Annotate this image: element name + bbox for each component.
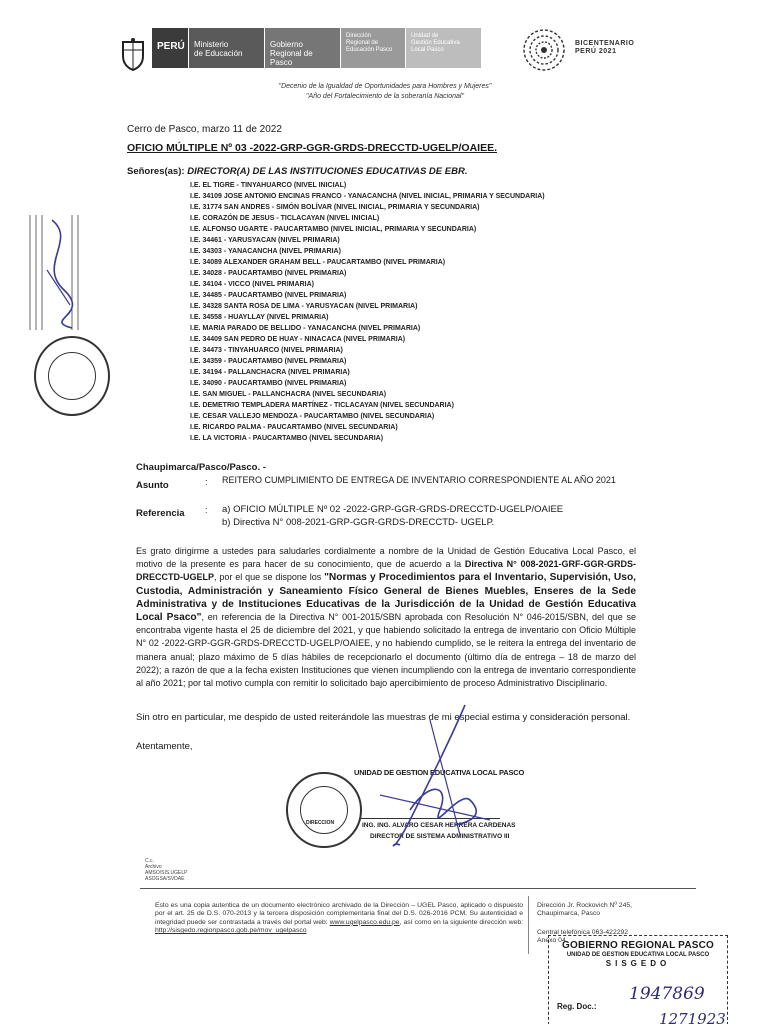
institution-item: I.E. 34359 - PAUCARTAMBO (NIVEL PRIMARIA): [190, 358, 347, 365]
institution-item: I.E. EL TIGRE - TINYAHUARCO (NIVEL INICIAL): [190, 182, 347, 189]
institution-item: I.E. DEMETRIO TEMPLADERA MARTÍNEZ - TICLACAYAN (NIVEL SECUNDARIA): [190, 402, 454, 409]
stamp-gobierno: GOBIERNO REGIONAL PASCO: [561, 940, 715, 951]
footer-anexo: Anexo 04: [537, 937, 566, 945]
footer-address: Dirección Jr. Rockovich Nº 245,: [537, 902, 633, 909]
institution-item: I.E. 34028 - PAUCARTAMBO (NIVEL PRIMARIA): [190, 270, 347, 277]
institution-item: I.E. 34485 - PAUCARTAMBO (NIVEL PRIMARIA): [190, 292, 347, 299]
institution-item: I.E. 34090 - PAUCARTAMBO (NIVEL PRIMARIA): [190, 380, 347, 387]
header-gobierno: Gobierno Regional de Pasco: [265, 28, 341, 68]
footer-sisgedo-link[interactable]: http://sisgedo.regionpasco.gob.pe/mov_ugelpasco: [155, 927, 307, 935]
asunto-colon: :: [205, 477, 208, 487]
header-banner: [152, 28, 482, 68]
reception-stamp: [548, 935, 728, 1024]
institution-item: I.E. 34409 SAN PEDRO DE HUAY - NINACACA (NIVEL PRIMARIA): [190, 336, 406, 343]
stamp-unidad: UNIDAD DE GESTION EDUCATIVA LOCAL PASCO: [566, 952, 710, 958]
institution-item: I.E. 34104 - VICCO (NIVEL PRIMARIA): [190, 281, 314, 288]
atentamente: Atentamente,: [136, 741, 193, 752]
closing-line: Sin otro en particular, me despido de usted reiterándole las muestras de mi especial estima y consideración personal.: [136, 712, 631, 723]
footer-divider: [140, 888, 696, 889]
cc-list: C.c. Archivo AMSO/SIS.UGELP ASOGSA/SVDAE: [145, 858, 188, 882]
institution-item: I.E. LA VICTORIA - PAUCARTAMBO (NIVEL SECUNDARIA): [190, 435, 384, 442]
stamp-sisgedo: SISGEDO: [605, 959, 671, 968]
letter-date: Cerro de Pasco, marzo 11 de 2022: [127, 124, 282, 135]
addressee: [127, 166, 467, 177]
institution-item: I.E. ALFONSO UGARTE - PAUCARTAMBO (NIVEL INICIAL, PRIMARIA Y SECUNDARIA): [190, 226, 477, 233]
referencia-b: b) Directiva N° 008-2021-GRP-GGR-GRDS-DRECCTD- UGELP.: [222, 517, 495, 528]
header-ugel: Unidad de Gestión Educativa Local Pasco: [406, 28, 482, 68]
handwritten-signature: [370, 700, 520, 850]
asunto-label: Asunto: [136, 480, 169, 491]
direction-seal-inner: [300, 786, 348, 834]
stamp-reg-label: Reg. Doc.:: [557, 1002, 597, 1011]
oficio-number: OFICIO MÚLTIPLE Nº 03 -2022-GRP-GGR-GRDS-DRECCTD-UGELP/OAIEE.: [127, 142, 498, 154]
left-margin-signature-stamp: [22, 210, 82, 335]
footer-authenticity-note: Esto es una copia autentica de un documento electrónico archivado de la Dirección – UGEL Pasco, aplicado o dispuesto por el art. 25 de D.S. 070-2013 y la tercera disposición complementaria final del D.S. 026-2016 PCM. Su autenticidad e integridad puede ser contrastada a través del portal web: www.ugelpasco.edu.pe, así como en la siguiente dirección web: http://sisgedo.regionpasco.gob.pe/mov_ugelpasco: [155, 902, 523, 935]
normas-title: "Normas y Procedimientos para el Inventario, Supervisión, Uso, Custodia, Administración y Saneamiento Físico General de Bienes Muebles, Enseres de la Sede Administrativa y de Instituciones Educativas de la Jurisdicción de la Unidad de Gestión Educativa Local Psaco": [136, 572, 636, 624]
directiva-ref: Directiva N° 008-2021-GRF-GGR-GRDS-DRECCTD-UGELP: [136, 559, 636, 583]
header-peru: PERÚ: [152, 28, 189, 68]
seal-label: DIRECCION: [306, 820, 335, 826]
stamp-exp-number: 1271923: [659, 1010, 726, 1024]
institution-item: I.E. 34303 - YANACANCHA (NIVEL PRIMARIA): [190, 248, 341, 255]
stamp-reg-number: 1947869: [629, 984, 705, 1004]
institution-item: I.E. 34089 ALEXANDER GRAHAM BELL - PAUCARTAMBO (NIVEL PRIMARIA): [190, 259, 446, 266]
footer-phone: Central telefónica 063-422292: [537, 928, 629, 936]
institution-item: I.E. 34328 SANTA ROSA DE LIMA - YARUSYACAN (NIVEL PRIMARIA): [190, 303, 418, 310]
decenio-motto: "Decenio de la Igualdad de Oportunidades para Hombres y Mujeres" "Año del Fortalecimiento de la soberanía Nacional": [278, 83, 492, 100]
institution-item: I.E. 34109 JOSE ANTONIO ENCINAS FRANCO - YANACANCHA (NIVEL INICIAL, PRIMARIA Y SECUNDARIA): [190, 193, 545, 200]
signatory-name: ING. ING. ALVARO CESAR HERRERA CARDENAS: [362, 822, 516, 829]
institution-item: I.E. 34461 - YARUSYACAN (NIVEL PRIMARIA): [190, 237, 340, 244]
senores-value: DIRECTOR(A) DE LAS INSTITUCIONES EDUCATIVAS DE EBR.: [187, 166, 468, 177]
signature-unidad: UNIDAD DE GESTION EDUCATIVA LOCAL PASCO: [354, 768, 525, 777]
body-paragraph: Es grato dirigirme a ustedes para saludarles cordialmente a nombre de la Unidad de Gestión Educativa Local Pasco, el motivo de la presente es para hacer de su conocimiento, que de acuerdo a la Directiva N° 008-2021-GRF-GGR-GRDS-DRECCTD-UGELP, por el que se dispone los "Normas y Procedimientos para el Inventario, Supervisión, Uso, Custodia, Administración y Saneamiento Físico General de Bienes Muebles, Enseres de la Sede Administrativa y de Instituciones Educativas de la Jurisdicción de la Unidad de Gestión Educativa Local Psaco", en referencia de la Directiva N° 001-2015/SBN aprobada con Resolución N° 046-2015/SBN, del que se encontraba vigente hasta el 25 de diciembre del 2021, y que habiendo solicitado la entrega de inventario con Oficio Múltiple N° 02 -2022-GRP-GGR-GRDS-DRECCTD-UGELP/OAIEE, y no habiendo cumplido, se le reitera la entrega del inventario de manera anual; plazo máximo de 5 días hábiles de recepcionarlo el documento (último día de entrega – 18 de marzo del 2022); a razón de que a la fecha existen Instituciones que vienen incumpliendo con la entrega de inventario correspondiente al año 2021; por tal motivo cumpla con remitir lo solicitado bajo apercibimiento de proceso Administrativo Disciplinario.: [136, 546, 636, 689]
institution-item: I.E. CORAZÓN DE JESUS - TICLACAYAN (NIVEL INICIAL): [190, 215, 380, 222]
senores-label: Señores(as):: [127, 166, 185, 177]
left-margin-seal-inner: [48, 352, 96, 400]
location-line: Chaupimarca/Pasco/Pasco. -: [136, 462, 266, 473]
institution-item: I.E. RICARDO PALMA - PAUCARTAMBO (NIVEL SECUNDARIA): [190, 424, 398, 431]
footer-city: Chaupimarca, Pasco: [537, 910, 601, 918]
institution-item: I.E. MARIA PARADO DE BELLIDO - YANACANCHA (NIVEL PRIMARIA): [190, 325, 421, 332]
signatory-title: DIRECTOR DE SISTEMA ADMINISTRATIVO III: [370, 833, 510, 840]
peru-shield-icon: [120, 38, 146, 72]
institution-item: I.E. SAN MIGUEL - PALLANCHACRA (NIVEL SECUNDARIA): [190, 391, 387, 398]
referencia-label: Referencia: [136, 508, 185, 519]
institution-item: I.E. 34194 - PALLANCHACRA (NIVEL PRIMARIA): [190, 369, 350, 376]
bicentenario-logo-icon: [520, 26, 568, 74]
referencia-a: a) OFICIO MÚLTIPLE Nº 02 -2022-GRP-GGR-GRDS-DRECCTD-UGELP/OAIEE: [222, 504, 564, 515]
bicentenario-text: BICENTENARIO PERÚ 2021: [575, 40, 635, 55]
referencia-list: [222, 503, 563, 529]
institution-item: I.E. 34473 - TINYAHUARCO (NIVEL PRIMARIA): [190, 347, 343, 354]
footer-vertical-divider: [528, 896, 529, 954]
institution-item: I.E. CESAR VALLEJO MENDOZA - PAUCARTAMBO (NIVEL SECUNDARIA): [190, 413, 435, 420]
header-direccion: Dirección Regional de Educación Pasco: [341, 28, 406, 68]
referencia-colon: :: [205, 505, 208, 515]
header-ministerio: Ministerio de Educación: [189, 28, 265, 68]
institution-item: I.E. 31774 SAN ANDRES - SIMÓN BOLÍVAR (NIVEL INICIAL, PRIMARIA Y SECUNDARIA): [190, 204, 480, 211]
institution-item: I.E. 34558 - HUAYLLAY (NIVEL PRIMARIA): [190, 314, 329, 321]
institution-list: [190, 180, 620, 444]
asunto-value: REITERO CUMPLIMIENTO DE ENTREGA DE INVENTARIO CORRESPONDIENTE AL AÑO 2021: [222, 475, 616, 485]
footer-web-link[interactable]: www.ugelpasco.edu.pe: [329, 918, 400, 926]
